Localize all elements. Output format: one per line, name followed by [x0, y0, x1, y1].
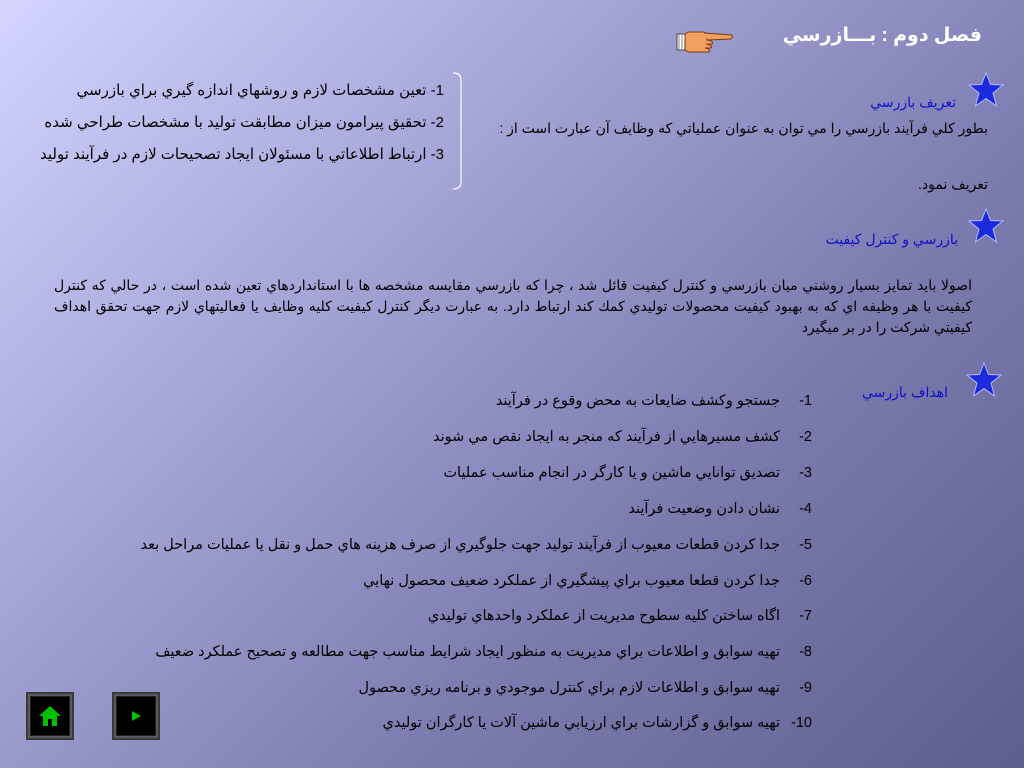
goal-number: 6- [799, 573, 812, 589]
goal-item [141, 537, 812, 553]
goal-text: تصديق توانايي ماشين و يا كارگر در انجام مناسب عمليات [443, 465, 780, 481]
bracket-divider [452, 72, 464, 190]
star-icon [968, 208, 1004, 244]
goal-item [383, 715, 812, 731]
goal-number: 4- [799, 501, 812, 517]
list-item: 3- ارتباط اطلاعاتي با مسئولان ايجاد تصحيحات لازم در فرآيند توليد [40, 146, 444, 163]
goal-number: 9- [799, 680, 812, 696]
section-heading-goals: اهداف بازرسي [862, 384, 948, 400]
goal-text: كشف مسيرهايي از فرآيند كه منجر به ايجاد نقص مي شوند [433, 429, 780, 445]
goal-item [443, 465, 812, 481]
goal-text: جدا كردن قطعا معيوب براي پيشگيري از عملكرد ضعيف محصول نهايي [363, 573, 780, 589]
list-item: 1- تعين مشخصات لازم و روشهاي اندازه گيري براي بازرسي [76, 82, 444, 99]
section-heading-qc: بازرسي و كنترل كيفيت [825, 231, 958, 247]
page-title: فصل دوم : بـــازرسي [782, 25, 982, 46]
goal-number: 3- [799, 465, 812, 481]
definition-text: بطور كلي فرآيند بازرسي را مي توان به عنوان عملياتي كه وظايف آن عبارت است از : [499, 120, 988, 136]
star-icon [968, 72, 1004, 108]
pointing-hand-icon [676, 26, 734, 56]
next-button[interactable] [112, 692, 160, 740]
goal-text: اگاه ساختن كليه سطوح مديريت از عملكرد واحدهاي توليدي [427, 608, 780, 624]
goal-item [428, 608, 812, 624]
goal-number: 5- [799, 537, 812, 553]
star-icon [966, 362, 1002, 398]
list-item: 2- تحقيق پيرامون ميزان مطابقت توليد با مشخصات طراحي شده [44, 114, 444, 131]
goal-number: 10- [791, 715, 812, 731]
goal-item [628, 501, 812, 517]
goal-number: 1- [799, 393, 812, 409]
home-icon [38, 705, 62, 727]
goal-item [359, 680, 812, 696]
goal-text: تهيه سوابق و اطلاعات لازم براي كنترل موجودي و برنامه ريزي محصول [358, 680, 780, 696]
definition-text-end: تعريف نمود. [918, 176, 988, 192]
goal-number: 8- [799, 644, 812, 660]
home-button[interactable] [26, 692, 74, 740]
section-heading-definition: تعريف بازرسي [870, 94, 956, 110]
inspection-duties-list [24, 80, 444, 176]
goal-text: نشان دادن وضعيت فرآيند [628, 501, 780, 517]
goal-text: تهيه سوابق و گزارشات براي ارزيابي ماشين آلات يا كارگران توليدي [382, 715, 780, 731]
qc-text: اصولا بايد تمايز بسيار روشني ميان بازرسي و كنترل كيفيت قائل شد ، چرا كه بازرسي مقايسه مشخصه ها با استانداردهاي تعين شده است ، در حالي كه كنترل كيفيت با هر وظيفه اي كه به بهبود كيفيت محصولات توليدي كمك كند ارتباط دارد. به عبارت ديگر كنترل كيفيت كليه وظايف يا فعاليتهاي لازم جهت تحقق اهداف كيفيتي شركت را در بر ميگيرد [54, 277, 972, 335]
goal-number: 7- [799, 608, 812, 624]
goal-item [155, 644, 812, 660]
play-next-icon [130, 710, 142, 722]
goal-number: 2- [799, 429, 812, 445]
goal-text: جدا كردن قطعات معيوب از فرآيند توليد جهت جلوگيري از صرف هزينه هاي حمل و نقل يا عمليات مراحل بعد [140, 537, 780, 553]
goal-item [433, 429, 812, 445]
goal-text: تهيه سوابق و اطلاعات براي مديريت به منظور ايجاد شرايط مناسب جهت مطالعه و تصحيح عملكرد ضعيف [155, 644, 780, 660]
goal-item [496, 393, 812, 409]
goal-item [363, 573, 812, 589]
goal-text: جستجو وكشف ضايعات به محض وقوع در فرآيند [495, 393, 780, 409]
